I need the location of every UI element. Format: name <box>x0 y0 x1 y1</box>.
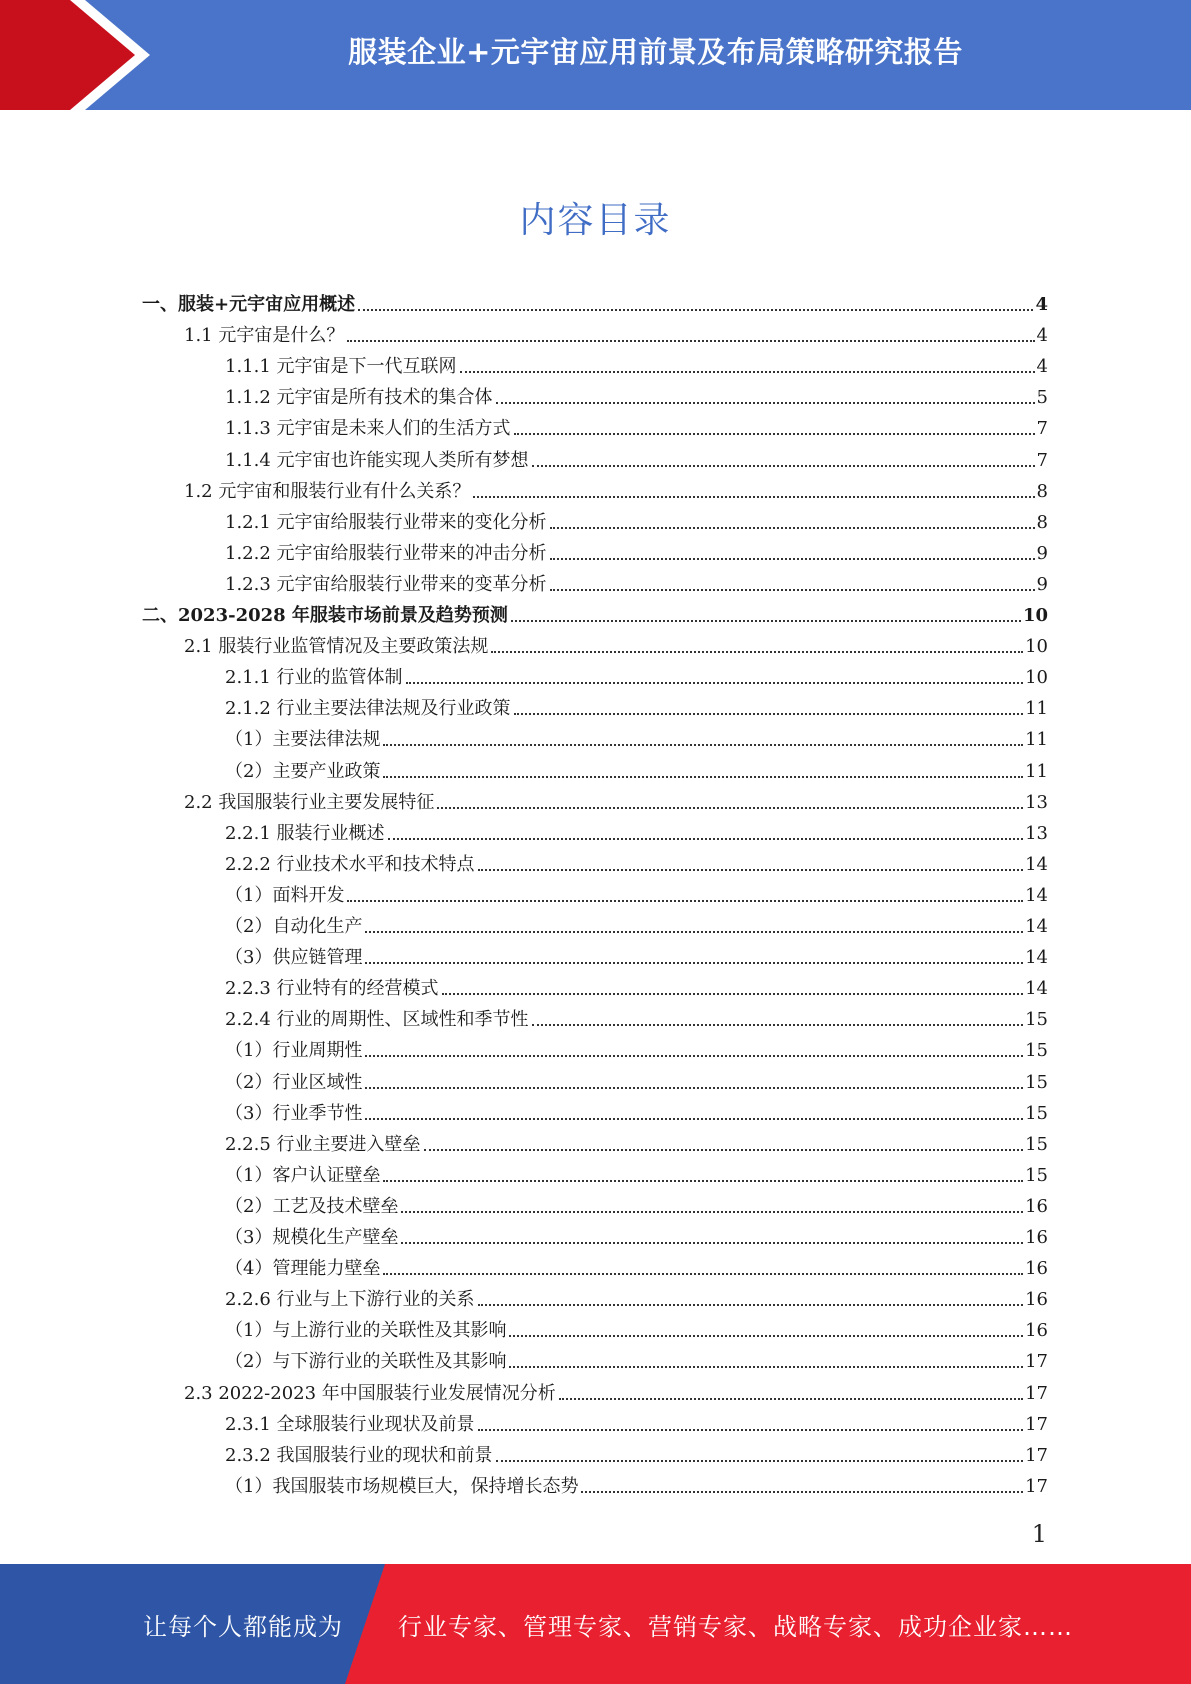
toc-entry[interactable] <box>225 689 1048 720</box>
toc-dot-leader <box>383 776 1023 778</box>
toc-entry[interactable] <box>225 907 1048 938</box>
toc-entry-label: 1.1 元宇宙是什么？ <box>184 325 345 347</box>
toc-entry-label: 2.2.1 服装行业概述 <box>225 822 385 844</box>
toc-entry-label: （3）规模化生产壁垒 <box>225 1227 399 1248</box>
toc-entry-label: （2）工艺及技术壁垒 <box>225 1195 399 1217</box>
toc-entry-page: 9 <box>1036 542 1048 564</box>
toc-entry[interactable] <box>225 1436 1048 1467</box>
toc-entry-label: 1.1.2 元宇宙是所有技术的集合体 <box>225 387 493 409</box>
toc-entry-page: 10 <box>1025 667 1048 689</box>
toc-entry-label: （3）供应链管理 <box>225 947 363 969</box>
toc-entry-label: （2）主要产业政策 <box>225 760 381 782</box>
toc-entry-label: （2）自动化生产 <box>225 916 363 937</box>
toc-entry-label: 2.1.2 行业主要法律法规及行业政策 <box>225 698 511 720</box>
toc-dot-leader <box>347 900 1023 902</box>
toc-entry[interactable] <box>225 1311 1048 1342</box>
toc-entry[interactable] <box>184 316 1048 347</box>
footer-banner <box>0 1564 1191 1684</box>
toc-entry[interactable] <box>225 876 1048 907</box>
toc-dot-leader <box>559 1398 1023 1400</box>
toc-entry[interactable] <box>225 752 1048 783</box>
toc-entry-page: 7 <box>1036 449 1048 471</box>
toc-dot-leader <box>365 1087 1023 1089</box>
toc-entry-label: 2.2.6 行业与上下游行业的关系 <box>225 1289 475 1311</box>
toc-entry-label: 2.3.1 全球服装行业现状及前景 <box>225 1413 475 1435</box>
toc-entry-page: 17 <box>1025 1413 1048 1435</box>
toc-entry-page: 10 <box>1025 636 1048 658</box>
toc-dot-leader <box>532 1024 1024 1026</box>
toc-entry[interactable] <box>225 565 1048 596</box>
toc-entry-label: （2）行业区域性 <box>225 1071 363 1093</box>
toc-entry-page: 10 <box>1022 605 1048 626</box>
toc-entry-page: 11 <box>1025 729 1048 751</box>
toc-dot-leader <box>442 993 1024 995</box>
toc-entry[interactable] <box>225 1187 1048 1218</box>
toc-entry[interactable] <box>184 472 1048 503</box>
toc-entry-page: 14 <box>1025 916 1048 937</box>
toc-entry[interactable] <box>184 1374 1048 1405</box>
toc-entry[interactable] <box>184 627 1048 658</box>
toc-entry-label: 1.1.1 元宇宙是下一代互联网 <box>225 356 457 378</box>
toc-entry-page: 8 <box>1036 480 1048 502</box>
toc-entry-label: 1.2 元宇宙和服装行业有什么关系？ <box>184 480 471 502</box>
toc-dot-leader <box>550 589 1035 591</box>
header-arrow-red <box>0 0 135 110</box>
toc-dot-leader <box>550 558 1035 560</box>
toc-dot-leader <box>478 1429 1024 1431</box>
toc-entry-page: 16 <box>1025 1320 1048 1342</box>
toc-entry-page: 15 <box>1025 1071 1048 1093</box>
toc-entry-page: 15 <box>1025 1164 1048 1186</box>
toc-entry[interactable] <box>225 1125 1048 1156</box>
toc-dot-leader <box>514 433 1035 435</box>
toc-entry[interactable] <box>225 1156 1048 1187</box>
toc-entry-page: 15 <box>1025 1133 1048 1155</box>
toc-entry-page: 15 <box>1025 1009 1048 1031</box>
toc-entry-page: 15 <box>1025 1040 1048 1062</box>
toc-entry[interactable] <box>225 938 1048 969</box>
toc-title: 内容目录 <box>519 200 672 241</box>
toc-entry[interactable] <box>225 409 1048 440</box>
toc-entry-label: 二、2023-2028 年服装市场前景及趋势预测 <box>142 605 508 626</box>
toc-dot-leader <box>550 527 1035 529</box>
toc-dot-leader <box>496 402 1035 404</box>
toc-entry-page: 9 <box>1036 573 1048 595</box>
toc-entry-page: 15 <box>1025 1102 1048 1124</box>
toc-entry-label: 2.2.3 行业特有的经营模式 <box>225 978 439 1000</box>
toc-entry-label: 1.2.1 元宇宙给服装行业带来的变化分析 <box>225 511 547 533</box>
toc-dot-leader <box>509 1366 1023 1368</box>
toc-entry-page: 17 <box>1025 1351 1048 1373</box>
toc-dot-leader <box>509 1335 1023 1337</box>
toc-entry-label: 1.1.4 元宇宙也许能实现人类所有梦想 <box>225 449 529 471</box>
toc-entry[interactable] <box>225 720 1048 751</box>
page-number: 1 <box>1031 1520 1047 1548</box>
toc-entry[interactable] <box>225 1218 1048 1249</box>
toc-entry-label: （2）与下游行业的关联性及其影响 <box>225 1351 507 1373</box>
toc-dot-leader <box>383 744 1023 746</box>
toc-dot-leader <box>496 1460 1024 1462</box>
toc-entry-page: 17 <box>1025 1475 1048 1497</box>
toc-entry[interactable] <box>225 534 1048 565</box>
toc-entry-label: 2.3 2022-2023 年中国服装行业发展情况分析 <box>184 1382 556 1404</box>
toc-dot-leader <box>358 309 1033 311</box>
toc-dot-leader <box>511 620 1021 622</box>
toc-dot-leader <box>383 1273 1023 1275</box>
toc-entry-label: 2.1 服装行业监管情况及主要政策法规 <box>184 636 489 658</box>
toc-entry[interactable] <box>225 1094 1048 1125</box>
toc-entry-label: （4）管理能力壁垒 <box>225 1258 381 1280</box>
toc-dot-leader <box>406 682 1024 684</box>
toc-entry-label: （3）行业季节性 <box>225 1102 363 1124</box>
report-title: 服装企业+元宇宙应用前景及布局策略研究报告 <box>348 34 963 69</box>
toc-entry[interactable] <box>225 1249 1048 1280</box>
toc-entry[interactable] <box>142 285 1048 316</box>
toc-entry[interactable] <box>225 814 1048 845</box>
toc-entry-page: 16 <box>1025 1195 1048 1217</box>
toc-entry-label: （1）客户认证壁垒 <box>225 1164 381 1186</box>
toc-entry-page: 17 <box>1025 1444 1048 1466</box>
toc-entry-page: 11 <box>1025 698 1048 720</box>
toc-dot-leader <box>478 1304 1024 1306</box>
toc-entry-page: 5 <box>1036 387 1048 409</box>
toc-entry-page: 14 <box>1025 947 1048 969</box>
toc-dot-leader <box>365 962 1023 964</box>
toc-dot-leader <box>365 1118 1023 1120</box>
toc-entry-label: 2.2.2 行业技术水平和技术特点 <box>225 853 475 875</box>
toc-entry[interactable] <box>225 441 1048 472</box>
toc-entry-page: 13 <box>1025 822 1048 844</box>
toc-entry[interactable] <box>225 1000 1048 1031</box>
toc-entry[interactable] <box>225 347 1048 378</box>
toc-dot-leader <box>347 340 1034 342</box>
toc-entry-page: 7 <box>1036 418 1048 440</box>
toc-entry[interactable] <box>225 1467 1048 1498</box>
toc-entry-page: 4 <box>1035 294 1048 315</box>
toc-dot-leader <box>424 1149 1024 1151</box>
toc-entry-label: 2.2.5 行业主要进入壁垒 <box>225 1133 421 1155</box>
toc-entry-page: 16 <box>1025 1289 1048 1311</box>
toc-entry[interactable] <box>184 783 1048 814</box>
toc-entry-label: （1）面料开发 <box>225 884 345 906</box>
toc-entry-label: 2.2 我国服装行业主要发展特征 <box>184 791 435 813</box>
toc-dot-leader <box>388 838 1024 840</box>
toc-entry[interactable] <box>225 503 1048 534</box>
toc-entry-page: 17 <box>1025 1382 1048 1404</box>
toc-entry-page: 14 <box>1025 853 1048 875</box>
toc-entry-page: 13 <box>1025 791 1048 813</box>
toc-dot-leader <box>473 496 1034 498</box>
toc-entry[interactable] <box>225 1031 1048 1062</box>
toc-entry-page: 14 <box>1025 978 1048 1000</box>
toc-entry-label: （1）与上游行业的关联性及其影响 <box>225 1320 507 1342</box>
toc-entry-page: 4 <box>1036 325 1048 347</box>
toc-entry[interactable] <box>225 1405 1048 1436</box>
toc-dot-leader <box>581 1491 1023 1493</box>
toc-dot-leader <box>478 869 1024 871</box>
header-banner <box>0 0 1191 110</box>
toc-entry-label: 2.3.2 我国服装行业的现状和前景 <box>225 1444 493 1466</box>
toc-entry-label: 1.1.3 元宇宙是未来人们的生活方式 <box>225 418 511 440</box>
toc-dot-leader <box>460 371 1035 373</box>
toc-entry-page: 4 <box>1036 356 1048 378</box>
footer-slogan-right: 行业专家、管理专家、营销专家、战略专家、成功企业家…… <box>398 1612 1073 1641</box>
toc-dot-leader <box>514 713 1024 715</box>
toc-entry-label: （1）主要法律法规 <box>225 729 381 751</box>
toc-entry-label: 一、服装+元宇宙应用概述 <box>142 294 356 315</box>
toc-entry-label: 2.1.1 行业的监管体制 <box>225 667 403 689</box>
toc-dot-leader <box>401 1242 1023 1244</box>
toc-entry[interactable] <box>225 969 1048 1000</box>
footer-slogan-left: 让每个人都能成为 <box>143 1612 343 1641</box>
toc-dot-leader <box>491 651 1023 653</box>
toc-entry-label: （1）行业周期性 <box>225 1040 363 1062</box>
toc-entry[interactable] <box>225 378 1048 409</box>
toc-entry-page: 16 <box>1025 1227 1048 1248</box>
toc-dot-leader <box>437 807 1023 809</box>
toc-entry-page: 14 <box>1025 884 1048 906</box>
toc-entry[interactable] <box>225 845 1048 876</box>
toc-dot-leader <box>383 1180 1023 1182</box>
toc-entry[interactable] <box>142 596 1048 627</box>
toc-entry-page: 8 <box>1036 511 1048 533</box>
toc-dot-leader <box>401 1211 1023 1213</box>
toc-dot-leader <box>365 931 1023 933</box>
toc-entry-label: 1.2.3 元宇宙给服装行业带来的变革分析 <box>225 573 547 595</box>
toc-entry[interactable] <box>225 1342 1048 1373</box>
toc-entry[interactable] <box>225 658 1048 689</box>
toc-entry-label: 2.2.4 行业的周期性、区域性和季节性 <box>225 1009 529 1031</box>
toc-dot-leader <box>365 1055 1023 1057</box>
toc-entry[interactable] <box>225 1280 1048 1311</box>
toc-entry-page: 16 <box>1025 1258 1048 1280</box>
toc-entry-label: （1）我国服装市场规模巨大，保持增长态势 <box>225 1475 579 1497</box>
toc-entry-label: 1.2.2 元宇宙给服装行业带来的冲击分析 <box>225 542 547 564</box>
toc-entry[interactable] <box>225 1063 1048 1094</box>
toc-dot-leader <box>532 465 1035 467</box>
toc-entry-page: 11 <box>1025 760 1048 782</box>
